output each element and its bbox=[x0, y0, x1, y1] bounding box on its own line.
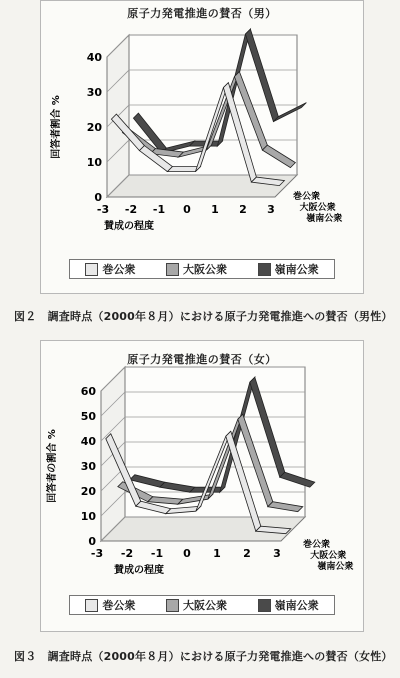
legend-label-osaka: 大阪公衆 bbox=[182, 599, 227, 612]
legend-label-maki: 巻公衆 bbox=[102, 599, 136, 612]
legend-item-maki bbox=[85, 261, 135, 277]
legend-swatch-osaka bbox=[166, 263, 179, 276]
legend-female bbox=[69, 595, 335, 615]
legend-swatch-osaka bbox=[166, 599, 179, 612]
series-name-label: 巻公衆 bbox=[303, 540, 331, 550]
chart-title-male: 原子力発電推進の賛否（男） bbox=[127, 7, 277, 20]
y-axis-label: 回答者の割合 % bbox=[47, 429, 58, 503]
x-tick-label: 2 bbox=[239, 203, 247, 216]
y-tick-label: 20 bbox=[86, 121, 102, 134]
legend-label-reinan: 嶺南公衆 bbox=[274, 599, 319, 612]
y-tick-label: 10 bbox=[80, 510, 96, 523]
x-tick-label: 2 bbox=[243, 547, 251, 560]
series-name-label: 大阪公衆 bbox=[299, 203, 336, 213]
caption-figure-2: 図２ 調査時点（2000年８月）における原子力発電推進への賛否（男性） bbox=[14, 310, 393, 323]
x-tick-label: -1 bbox=[152, 203, 166, 216]
y-tick-label: 20 bbox=[80, 485, 96, 498]
chart-female bbox=[41, 341, 363, 631]
y-tick-label: 40 bbox=[80, 435, 96, 448]
x-axis-label: 賛成の程度 bbox=[114, 565, 164, 576]
legend-swatch-reinan bbox=[258, 599, 271, 612]
legend-label-maki: 巻公衆 bbox=[102, 263, 136, 276]
y-tick-label: 50 bbox=[80, 410, 96, 423]
x-tick-label: 1 bbox=[213, 547, 221, 560]
y-tick-label: 30 bbox=[86, 86, 102, 99]
x-tick-label: 3 bbox=[267, 203, 275, 216]
legend-item-osaka bbox=[166, 597, 227, 613]
legend-swatch-maki bbox=[85, 599, 98, 612]
legend-item-reinan bbox=[258, 597, 319, 613]
series-name-label: 巻公衆 bbox=[293, 192, 321, 202]
legend-label-reinan: 嶺南公衆 bbox=[274, 263, 319, 276]
x-tick-label: -3 bbox=[96, 203, 110, 216]
x-tick-label: -2 bbox=[124, 203, 138, 216]
legend-item-osaka bbox=[166, 261, 227, 277]
chart-title-female: 原子力発電推進の賛否（女） bbox=[127, 353, 277, 366]
legend-label-osaka: 大阪公衆 bbox=[182, 263, 227, 276]
y-tick-label: 40 bbox=[86, 51, 102, 64]
x-tick-label: 0 bbox=[183, 203, 191, 216]
x-axis-label: 賛成の程度 bbox=[104, 221, 154, 232]
legend-item-maki bbox=[85, 597, 135, 613]
series-name-label: 嶺南公衆 bbox=[317, 562, 354, 572]
series-name-label: 嶺南公衆 bbox=[306, 214, 343, 224]
y-tick-label: 0 bbox=[94, 191, 102, 204]
caption-figure-3: 図３ 調査時点（2000年８月）における原子力発電推進への賛否（女性） bbox=[14, 650, 393, 663]
chart-male bbox=[41, 1, 363, 293]
legend-male bbox=[69, 259, 335, 279]
y-tick-label: 0 bbox=[88, 535, 96, 548]
y-tick-label: 60 bbox=[80, 385, 96, 398]
y-axis-label: 回答者割合 % bbox=[51, 95, 62, 159]
x-tick-label: 3 bbox=[273, 547, 281, 560]
legend-item-reinan bbox=[258, 261, 319, 277]
x-tick-label: -2 bbox=[120, 547, 134, 560]
x-tick-label: 0 bbox=[183, 547, 191, 560]
y-tick-label: 30 bbox=[80, 460, 96, 473]
figure-female bbox=[40, 340, 364, 632]
x-tick-label: 1 bbox=[211, 203, 219, 216]
series-name-label: 大阪公衆 bbox=[310, 551, 347, 561]
legend-swatch-reinan bbox=[258, 263, 271, 276]
x-tick-label: -3 bbox=[90, 547, 104, 560]
x-tick-label: -1 bbox=[150, 547, 164, 560]
y-tick-label: 10 bbox=[86, 156, 102, 169]
legend-swatch-maki bbox=[85, 263, 98, 276]
figure-male bbox=[40, 0, 364, 294]
